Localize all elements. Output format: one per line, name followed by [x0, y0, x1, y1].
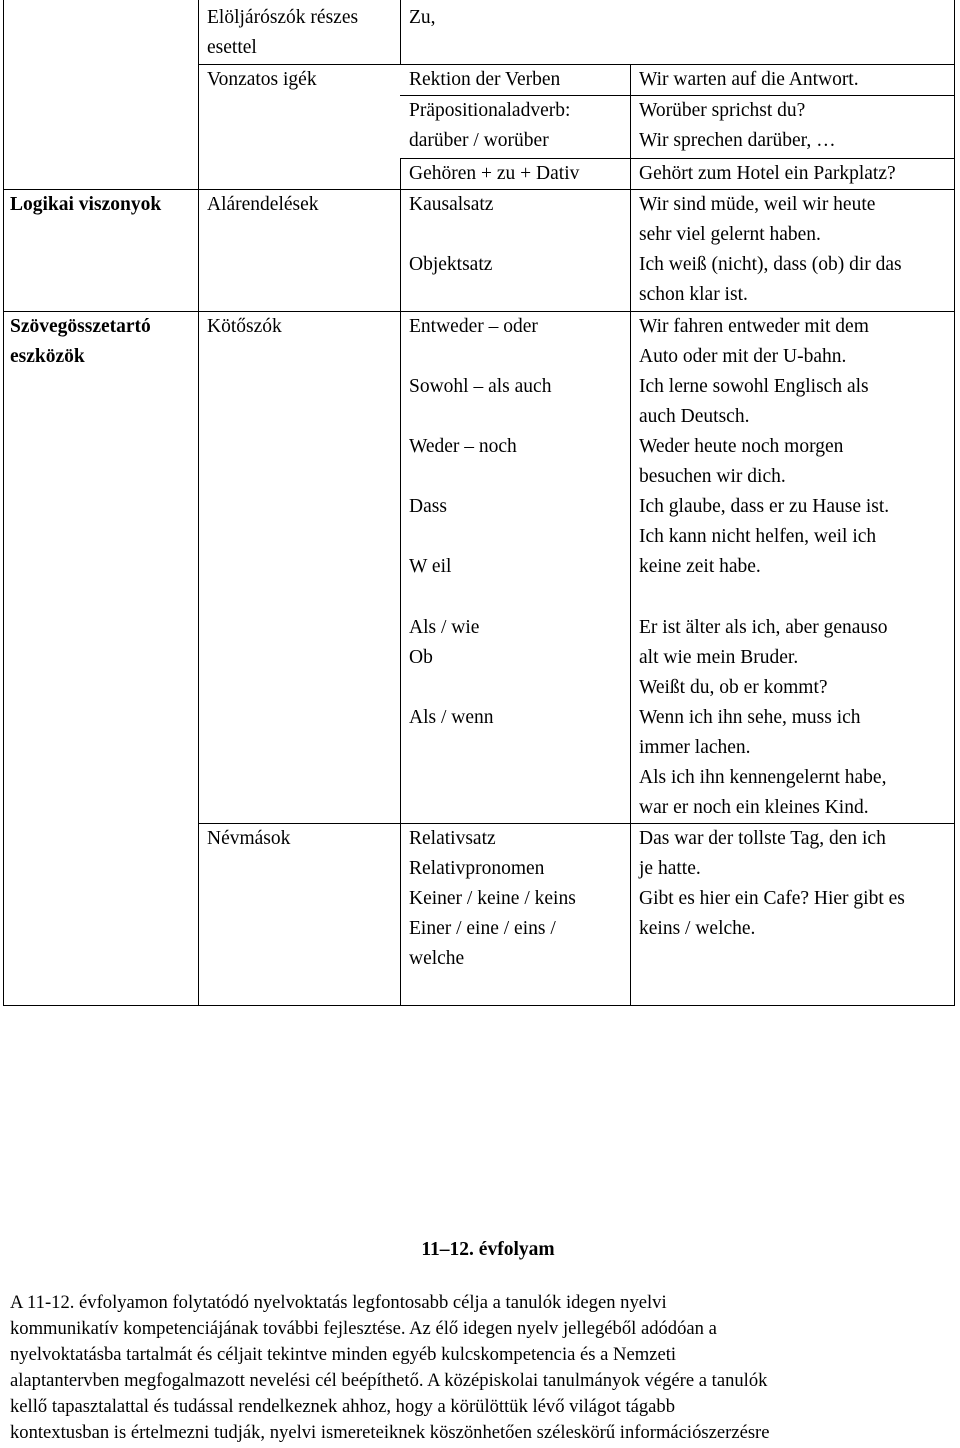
r7-col2: Névmások [207, 828, 291, 849]
ob: Ob [409, 647, 433, 668]
paragraph-line: kellő tapasztalattal és tudással rendelkeznek ahhoz, hogy a körülöttük lévő világot tágabb [10, 1396, 676, 1417]
r6-col2: Kötőszók [207, 316, 282, 337]
kausalsatz-example-2: sehr viel gelernt haben. [639, 224, 821, 245]
r5-col2: Alárendelések [207, 194, 319, 215]
entweder-example-1: Wir fahren entweder mit dem [639, 316, 869, 337]
ob-example: Weißt du, ob er kommt? [639, 677, 828, 698]
body-paragraph [10, 1290, 950, 1446]
r4-col4: Gehört zum Hotel ein Parkplatz? [639, 163, 896, 184]
r1-col3: Zu, [409, 7, 436, 28]
r7-col3-line2: Relativpronomen [409, 858, 545, 879]
r3-col4-line2: Wir sprechen darüber, … [639, 130, 836, 151]
kausalsatz-example-1: Wir sind müde, weil wir heute [639, 194, 876, 215]
section-heading: 11–12. évfolyam [421, 1239, 555, 1260]
table-border-bottom [3, 1005, 955, 1006]
r7-col3-line5: welche [409, 948, 465, 969]
paragraph-line: alaptantervben megfogalmazott nevelési cél beépíthető. A középiskolai tanulmányok végére a tanulók [10, 1370, 768, 1391]
r6-col1-line2: eszközök [10, 346, 85, 367]
dass: Dass [409, 496, 447, 517]
weil-example-2: keine zeit habe. [639, 556, 761, 577]
als-wenn-example-1: Wenn ich ihn sehe, muss ich [639, 707, 861, 728]
r2-col2: Vonzatos igék [207, 69, 317, 90]
col-divider-3 [630, 64, 631, 1006]
weder-example-1: Weder heute noch morgen [639, 436, 844, 457]
weil-example-1: Ich kann nicht helfen, weil ich [639, 526, 877, 547]
r7-col4-line4: keins / welche. [639, 918, 756, 939]
r7-col4-line3: Gibt es hier ein Cafe? Hier gibt es [639, 888, 905, 909]
r1-col2-line1: Elöljárószók részes [207, 7, 359, 28]
paragraph-line: nyelvoktatásba tartalmát és céljait tekintve minden egyéb kulcskompetencia és a Nemzeti [10, 1344, 677, 1365]
col-divider-1 [198, 0, 199, 1006]
r7-col4-line1: Das war der tollste Tag, den ich [639, 828, 886, 849]
r7-col3-line4: Einer / eine / eins / [409, 918, 556, 939]
r3-col4-line1: Worüber sprichst du? [639, 100, 806, 121]
objektsatz-example-1: Ich weiß (nicht), dass (ob) dir das [639, 254, 902, 275]
r7-col3-line1: Relativsatz [409, 828, 496, 849]
paragraph-line: A 11-12. évfolyamon folytatódó nyelvoktatás legfontosabb célja a tanulók idegen nyelvi [10, 1292, 667, 1313]
als-wie-example-1: Er ist älter als ich, aber genauso [639, 617, 888, 638]
r2-col4: Wir warten auf die Antwort. [639, 69, 859, 90]
r5-col1: Logikai viszonyok [10, 194, 162, 215]
r1-col2-line2: esettel [207, 37, 257, 58]
objektsatz-example-2: schon klar ist. [639, 284, 748, 305]
r2-col3: Rektion der Verben [409, 69, 561, 90]
objektsatz: Objektsatz [409, 254, 493, 275]
weil: W eil [409, 556, 452, 577]
table-border-right [954, 0, 955, 1006]
weder-noch: Weder – noch [409, 436, 517, 457]
r6-col1-line1: Szövegösszetartó [10, 316, 151, 337]
als-wenn-example-2: immer lachen. [639, 737, 751, 758]
paragraph-line: kommunikatív kompetenciájának további fejlesztése. Az élő idegen nyelv jellegéből adódóan a [10, 1318, 717, 1339]
kausalsatz: Kausalsatz [409, 194, 494, 215]
r4-col3: Gehören + zu + Dativ [409, 163, 580, 184]
als-wenn-example-3: Als ich ihn kennengelernt habe, [639, 767, 887, 788]
sowohl-als-auch: Sowohl – als auch [409, 376, 552, 397]
col-divider-2-bottom [400, 158, 401, 1006]
paragraph-line: kontextusban is értelmezni tudják, nyelvi ismereteiknek köszönhetően széleskörű információszerzésre [10, 1422, 770, 1443]
als-wenn: Als / wenn [409, 707, 494, 728]
r7-col4-line2: je hatte. [639, 858, 701, 879]
dass-example: Ich glaube, dass er zu Hause ist. [639, 496, 890, 517]
als-wie: Als / wie [409, 617, 480, 638]
entweder-oder: Entweder – oder [409, 316, 538, 337]
als-wenn-example-4: war er noch ein kleines Kind. [639, 797, 869, 818]
col-divider-2-top [400, 0, 401, 64]
weder-example-2: besuchen wir dich. [639, 466, 786, 487]
als-wie-example-2: alt wie mein Bruder. [639, 647, 799, 668]
entweder-example-2: Auto oder mit der U-bahn. [639, 346, 847, 367]
r3-col3-line2: darüber / worüber [409, 130, 549, 151]
sowohl-example-1: Ich lerne sowohl Englisch als [639, 376, 869, 397]
r3-col3-line1: Präpositionaladverb: [409, 100, 571, 121]
sowohl-example-2: auch Deutsch. [639, 406, 750, 427]
table-border-left [3, 0, 4, 1006]
r7-col3-line3: Keiner / keine / keins [409, 888, 576, 909]
